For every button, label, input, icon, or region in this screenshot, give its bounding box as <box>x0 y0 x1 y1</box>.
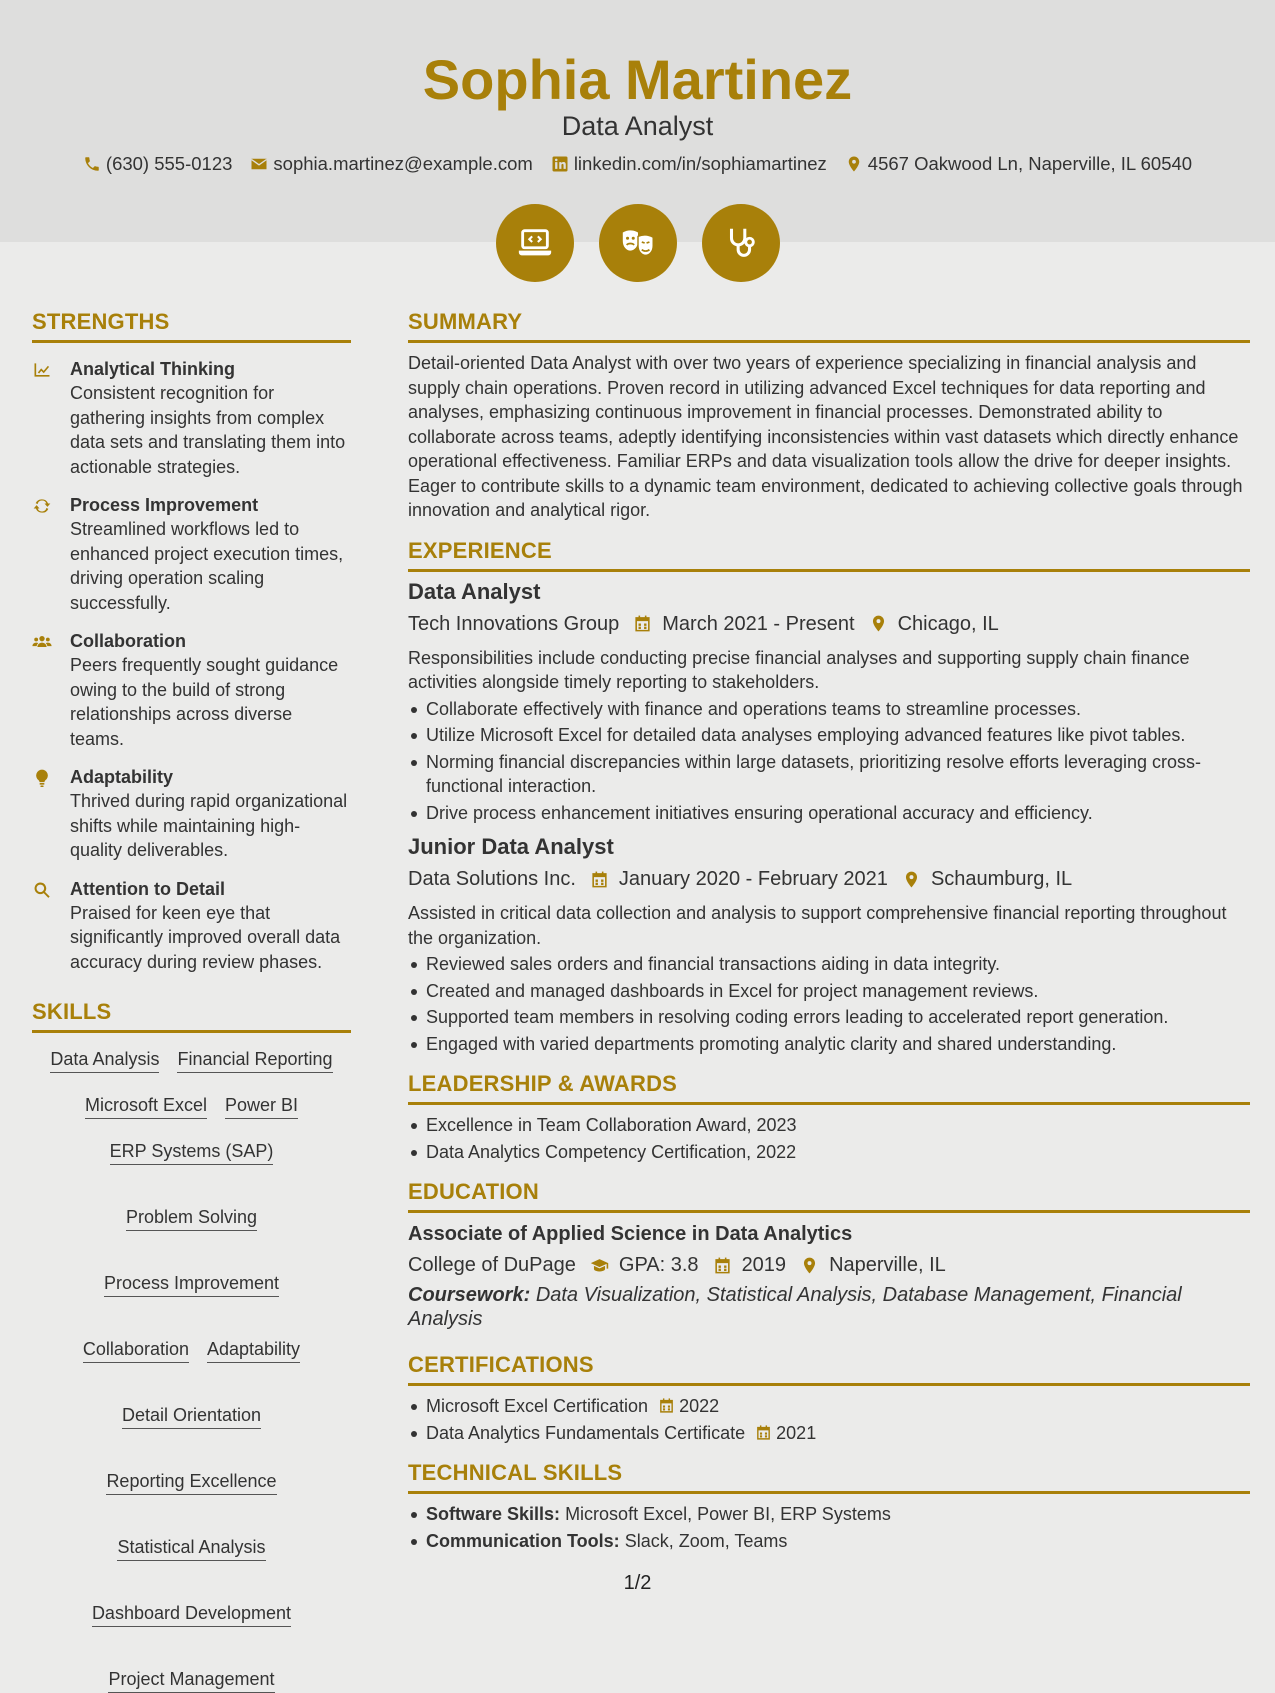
contact-bar <box>0 152 1275 176</box>
linkedin-icon <box>551 155 569 173</box>
skill-tag: Statistical Analysis <box>117 1535 265 1561</box>
list-item: Data Analytics Fundamentals Certificate 2021 <box>408 1421 1250 1446</box>
job-company: Tech Innovations Group <box>408 612 620 635</box>
map-marker-icon <box>800 1256 819 1275</box>
job-meta <box>408 610 1250 638</box>
search-icon <box>32 880 52 900</box>
strength-title: Process Improvement <box>70 495 259 515</box>
list-item: Created and managed dashboards in Excel for project management reviews. <box>408 979 1250 1004</box>
skill-tag: ERP Systems (SAP) <box>110 1139 274 1165</box>
skill-tag: Problem Solving <box>126 1205 257 1231</box>
strength-item <box>32 493 351 615</box>
job-entry <box>408 578 1250 826</box>
interest-badges <box>0 204 1275 282</box>
page-number: 1/2 <box>623 1572 652 1594</box>
strength-desc: Streamlined workflows led to enhanced project execution times, driving operation scaling successfully. <box>70 519 344 613</box>
right-column <box>408 308 1250 1553</box>
skill-tag: Financial Reporting <box>177 1047 332 1073</box>
contact-address: 4567 Oakwood Ln, Naperville, IL 60540 <box>845 152 1192 176</box>
technical-skills-list <box>408 1502 1250 1553</box>
contact-linkedin[interactable]: linkedin.com/in/sophiamartinez <box>551 152 827 176</box>
skill-tag: Detail Orientation <box>122 1403 261 1429</box>
experience-heading: EXPERIENCE <box>408 537 1250 572</box>
calendar-icon <box>633 614 652 633</box>
strength-item <box>32 765 351 863</box>
lightbulb-icon <box>32 768 52 788</box>
gpa: GPA: 3.8 <box>618 1254 699 1276</box>
certifications-list <box>408 1394 1250 1445</box>
technical-skills-heading: TECHNICAL SKILLS <box>408 1459 1250 1494</box>
job-entry <box>408 833 1250 1056</box>
skills-heading: SKILLS <box>32 998 351 1033</box>
leadership-list <box>408 1113 1250 1164</box>
list-item: Norming financial discrepancies within large datasets, prioritizing resolve efforts leveraging cross-functional interaction. <box>408 750 1250 799</box>
stethoscope-icon <box>702 204 780 282</box>
education-heading: EDUCATION <box>408 1178 1250 1213</box>
candidate-title: Data Analyst <box>561 111 714 141</box>
job-dates: March 2021 - Present <box>662 612 855 635</box>
strength-desc: Peers frequently sought guidance owing to the build of strong relationships across diverse teams. <box>70 655 339 749</box>
skill-tag: Microsoft Excel <box>85 1093 207 1119</box>
skill-tag: Data Analysis <box>50 1047 159 1073</box>
list-item: Reviewed sales orders and financial transactions aiding in data integrity. <box>408 952 1250 977</box>
strength-desc: Thrived during rapid organizational shifts while maintaining high-quality deliverables. <box>70 791 348 860</box>
job-description: Responsibilities include conducting precise financial analyses and supporting supply chain finance activities alongside timely reporting to stakeholders. <box>408 647 1190 692</box>
list-item: Software Skills: Microsoft Excel, Power BI, ERP Systems <box>408 1502 1250 1527</box>
list-item: Data Analytics Competency Certification, 2022 <box>408 1140 1250 1165</box>
strength-title: Adaptability <box>70 767 174 787</box>
skills-list <box>32 1047 351 1693</box>
theater-masks-icon <box>599 204 677 282</box>
graduation-year: 2019 <box>741 1254 787 1276</box>
skill-tag: Project Management <box>108 1667 274 1693</box>
list-item: Communication Tools: Slack, Zoom, Teams <box>408 1529 1250 1554</box>
strengths-heading: STRENGTHS <box>32 308 351 343</box>
summary-heading: SUMMARY <box>408 308 1250 343</box>
school-location: Naperville, IL <box>829 1254 946 1276</box>
map-marker-icon <box>845 155 863 173</box>
coursework: Coursework: Data Visualization, Statistical Analysis, Database Management, Financial Analysis <box>408 1284 1182 1330</box>
school: College of DuPage <box>408 1254 576 1276</box>
laptop-code-icon <box>496 204 574 282</box>
left-column <box>32 308 351 1693</box>
graduation-cap-icon <box>590 1256 609 1275</box>
envelope-icon <box>250 155 268 173</box>
job-location: Schaumburg, IL <box>930 868 1073 890</box>
job-location: Chicago, IL <box>897 612 999 635</box>
chart-line-icon <box>32 360 52 380</box>
list-item: Drive process enhancement initiatives ensuring operational accuracy and efficiency. <box>408 801 1250 826</box>
job-bullets <box>408 952 1250 1056</box>
skill-tag: Process Improvement <box>104 1271 279 1297</box>
strength-desc: Praised for keen eye that significantly improved overall data accuracy during review phases. <box>70 902 341 972</box>
job-dates: January 2020 - February 2021 <box>618 868 888 890</box>
contact-email[interactable]: sophia.martinez@example.com <box>250 152 532 176</box>
list-item: Collaborate effectively with finance and operations teams to streamline processes. <box>408 697 1250 722</box>
summary-text: Detail-oriented Data Analyst with over two years of experience specializing in financial analysis and supply chain operations. Proven record in utilizing advanced Excel techniques for data reporting and analyses, emphasizing continuous improvement in financial processes. Demonstrated ability to collaborate across teams, adeptly identifying inconsistencies within vast datasets which directly enhance operational effectiveness. Familiar ERPs and data visualization tools allow the drive for deeper insights. Eager to contribute skills to a dynamic team environment, dedicated to achieving collective goals through innovation and analytical rigor. <box>408 353 1243 520</box>
list-item: Engaged with varied departments promoting analytic clarity and shared understanding. <box>408 1032 1250 1057</box>
education-meta <box>408 1251 1250 1279</box>
leadership-heading: LEADERSHIP & AWARDS <box>408 1070 1250 1105</box>
contact-phone[interactable]: (630) 555-0123 <box>83 152 233 176</box>
job-title: Junior Data Analyst <box>408 834 614 859</box>
skill-tag: Dashboard Development <box>92 1601 291 1627</box>
skill-tag: Adaptability <box>207 1337 300 1363</box>
job-description: Assisted in critical data collection and analysis to support comprehensive financial reporting throughout the organization. <box>408 903 1227 948</box>
degree: Associate of Applied Science in Data Analytics <box>408 1223 853 1245</box>
list-item: Utilize Microsoft Excel for detailed data analyses employing advanced features like pivot tables. <box>408 723 1250 748</box>
strength-title: Attention to Detail <box>70 878 225 899</box>
list-item: Excellence in Team Collaboration Award, 2023 <box>408 1113 1250 1138</box>
calendar-icon <box>755 1424 772 1441</box>
job-bullets <box>408 697 1250 826</box>
sync-icon <box>32 496 52 516</box>
map-marker-icon <box>902 870 921 889</box>
strength-item <box>32 357 351 479</box>
strength-title: Collaboration <box>70 631 186 651</box>
certifications-heading: CERTIFICATIONS <box>408 1351 1250 1386</box>
strength-desc: Consistent recognition for gathering insights from complex data sets and translating them into actionable strategies. <box>70 383 346 477</box>
skill-tag: Power BI <box>225 1093 298 1119</box>
phone-icon <box>83 155 101 173</box>
calendar-icon <box>590 870 609 889</box>
strength-title: Analytical Thinking <box>70 359 236 379</box>
list-item: Supported team members in resolving coding errors leading to accelerated report generation. <box>408 1005 1250 1030</box>
candidate-name: Sophia Martinez <box>422 48 853 111</box>
job-title: Data Analyst <box>408 578 541 604</box>
skill-tag: Reporting Excellence <box>106 1469 276 1495</box>
skill-tag: Collaboration <box>83 1337 189 1363</box>
map-marker-icon <box>869 614 888 633</box>
strength-item <box>32 629 351 751</box>
strength-item <box>32 877 351 975</box>
job-meta <box>408 865 1250 893</box>
users-icon <box>32 632 52 652</box>
list-item: Microsoft Excel Certification 2022 <box>408 1394 1250 1419</box>
calendar-icon <box>713 1256 732 1275</box>
job-company: Data Solutions Inc. <box>408 868 576 890</box>
calendar-icon <box>658 1397 675 1414</box>
